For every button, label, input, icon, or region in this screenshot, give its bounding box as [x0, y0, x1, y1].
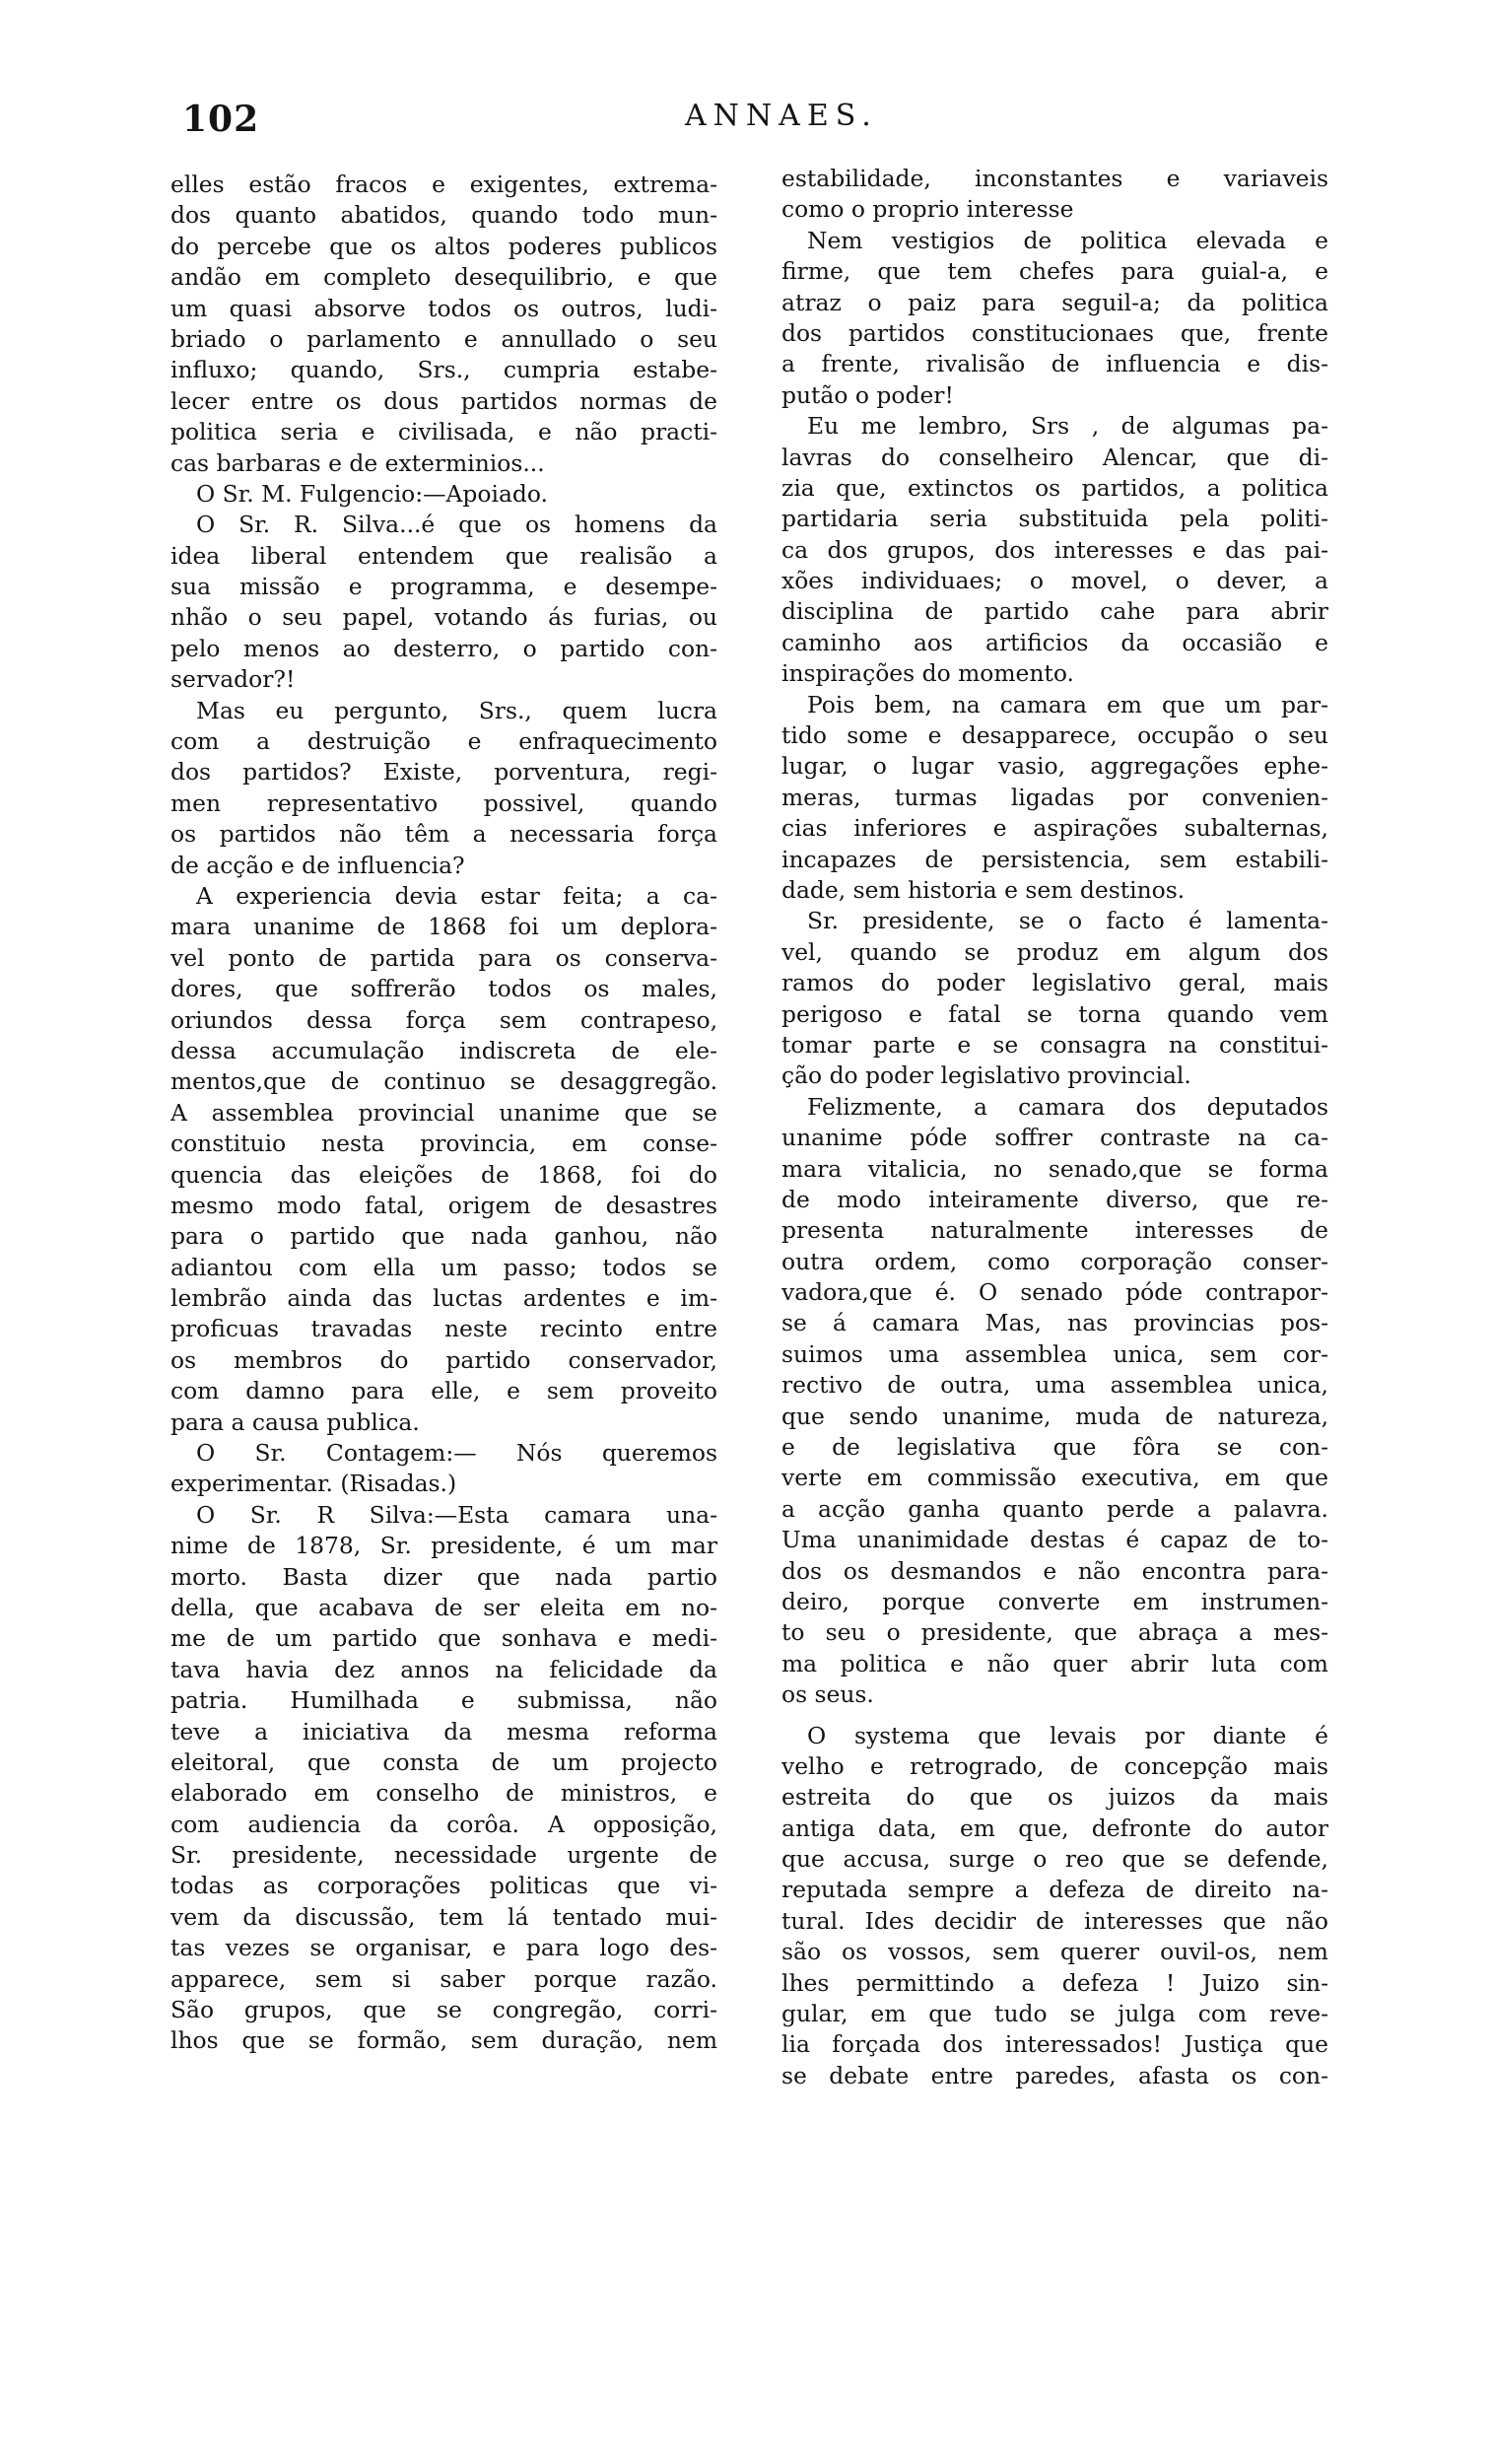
text-line: tava havia dez annos na felicidade da	[170, 1655, 717, 1683]
text-line: unanime póde soffrer contraste na ca-	[781, 1124, 1328, 1152]
text-line: disciplina de partido cahe para abrir	[781, 597, 1328, 626]
text-line: Eu me lembro, Srs , de algumas pa-	[807, 412, 1328, 441]
text-line: zia que, extinctos os partidos, a politica	[781, 473, 1328, 502]
text-line: ca dos grupos, dos interesses e das pai-	[781, 535, 1328, 564]
text-line: São grupos, que se congregão, corri-	[170, 1996, 717, 2024]
text-line: verte em commissão executiva, em que	[781, 1464, 1328, 1492]
text-line: patria. Humilhada e submissa, não	[170, 1686, 717, 1715]
text-line: ção do poder legislativo provincial.	[781, 1061, 1191, 1090]
text-line: para o partido que nada ganhou, não	[170, 1222, 717, 1251]
text-line: nime de 1878, Sr. presidente, é um mar	[170, 1532, 717, 1560]
text-line: ma politica e não quer abrir luta com	[781, 1649, 1328, 1677]
text-line: se á camara Mas, nas provincias pos-	[781, 1309, 1328, 1337]
text-line: de acção e de influencia?	[170, 851, 465, 879]
text-line: suimos uma assemblea unica, sem cor-	[781, 1339, 1328, 1368]
text-line: firme, que tem chefes para guial-a, e	[781, 257, 1328, 286]
text-line: proficuas travadas neste recinto entre	[170, 1315, 717, 1343]
text-line: Nem vestigios de politica elevada e	[807, 226, 1328, 254]
text-line: dade, sem historia e sem destinos.	[781, 875, 1186, 904]
text-line: andão em completo desequilibrio, e que	[170, 263, 717, 292]
text-line: tural. Ides decidir de interesses que não	[781, 1906, 1328, 1935]
text-line: briado o parlamento e annullado o seu	[170, 324, 717, 353]
right-column	[781, 164, 1328, 2091]
text-line: com a destruição e enfraquecimento	[170, 727, 717, 756]
text-line: sua missão e programma, e desempe-	[170, 573, 717, 601]
text-line: que sendo unanime, muda de natureza,	[781, 1402, 1328, 1430]
text-line: lavras do conselheiro Alencar, que di-	[781, 443, 1328, 471]
text-line: Sr. presidente, necessidade urgente de	[170, 1841, 717, 1870]
text-line: inspirações do momento.	[781, 659, 1074, 688]
text-line: dos partidos constitucionaes que, frente	[781, 318, 1328, 347]
text-line: tido some e desapparece, occupão o seu	[781, 721, 1328, 750]
text-line: idea liberal entendem que realisão a	[170, 541, 717, 570]
text-line: para a causa publica.	[170, 1407, 420, 1436]
text-line: que accusa, surge o reo que se defende,	[781, 1845, 1328, 1874]
text-line: com damno para elle, e sem proveito	[170, 1377, 717, 1405]
text-line: reputada sempre a defeza de direito na-	[781, 1876, 1328, 1904]
text-line: A assemblea provincial unanime que se	[170, 1098, 717, 1127]
text-line: a frente, rivalisão de influencia e dis-	[781, 350, 1328, 378]
text-line: dos quanto abatidos, quando todo mun-	[170, 201, 717, 230]
text-line: deiro, porque converte em instrumen-	[781, 1587, 1328, 1615]
text-line: lhos que se formão, sem duração, nem	[170, 2026, 717, 2055]
text-line: adiantou com ella um passo; todos se	[170, 1253, 717, 1281]
text-line: os membros do partido conservador,	[170, 1345, 717, 1374]
text-line: constituio nesta provincia, em conse-	[170, 1129, 717, 1158]
text-line: xões individuaes; o movel, o dever, a	[781, 567, 1328, 595]
text-line: apparece, sem si saber porque razão.	[170, 1964, 717, 1993]
text-line: mara vitalicia, no senado,que se forma	[781, 1154, 1328, 1183]
text-line: della, que acabava de ser eleita em no-	[170, 1593, 717, 1621]
text-line: Uma unanimidade destas é capaz de to-	[781, 1526, 1328, 1554]
text-line: to seu o presidente, que abraça a mes-	[781, 1618, 1328, 1647]
text-line: Mas eu pergunto, Srs., quem lucra	[196, 696, 717, 724]
text-line: com audiencia da corôa. A opposição,	[170, 1810, 717, 1838]
text-line: putão o poder!	[781, 380, 954, 409]
text-line: velho e retrogrado, de concepção mais	[781, 1751, 1328, 1780]
page-number: 102	[182, 99, 260, 140]
text-line: dos os desmandos e não encontra para-	[781, 1556, 1328, 1585]
text-line: outra ordem, como corporação conser-	[781, 1247, 1328, 1275]
text-line: presenta naturalmente interesses de	[781, 1216, 1328, 1245]
text-line: mesmo modo fatal, origem de desastres	[170, 1191, 717, 1219]
text-line: lhes permittindo a defeza ! Juizo sin-	[781, 1968, 1328, 1997]
text-line: Felizmente, a camara dos deputados	[807, 1092, 1328, 1121]
text-line: teve a iniciativa da mesma reforma	[170, 1717, 717, 1745]
text-line: de modo inteiramente diverso, que re-	[781, 1185, 1328, 1213]
text-line: oriundos dessa força sem contrapeso,	[170, 1005, 717, 1034]
text-line: me de um partido que sonhava e medi-	[170, 1624, 717, 1653]
text-line: todas as corporações politicas que vi-	[170, 1872, 717, 1900]
text-line: politica seria e civilisada, e não practi-	[170, 418, 717, 446]
left-column	[170, 170, 717, 2057]
text-line: lugar, o lugar vasio, aggregações ephe-	[781, 752, 1328, 781]
text-line: estreita do que os juizos da mais	[781, 1783, 1328, 1812]
text-line: atraz o paiz para seguil-a; da politica	[781, 288, 1328, 316]
text-line: do percebe que os altos poderes publicos	[170, 232, 717, 260]
text-line: dos partidos? Existe, porventura, regi-	[170, 758, 717, 787]
text-line: um quasi absorve todos os outros, ludi-	[170, 294, 717, 322]
text-line: Sr. presidente, se o facto é lamenta-	[807, 907, 1328, 935]
text-line: O Sr. Contagem:— Nós queremos	[196, 1439, 717, 1468]
text-line: Pois bem, na camara em que um par-	[807, 690, 1328, 719]
page-header	[182, 99, 1316, 148]
text-line: pelo menos ao desterro, o partido con-	[170, 634, 717, 662]
text-line: são os vossos, sem querer ouvil-os, nem	[781, 1938, 1328, 1966]
text-line: elaborado em conselho de ministros, e	[170, 1779, 717, 1808]
text-line: experimentar. (Risadas.)	[170, 1470, 457, 1498]
text-line: se debate entre paredes, afasta os con-	[781, 2061, 1328, 2089]
text-line: incapazes de persistencia, sem estabili-	[781, 845, 1328, 873]
text-line: caminho aos artificios da occasião e	[781, 628, 1328, 656]
text-line: lia forçada dos interessados! Justiça que	[781, 2030, 1328, 2059]
text-line: meras, turmas ligadas por convenien-	[781, 783, 1328, 811]
text-line: tomar parte e se consagra na constitui-	[781, 1030, 1328, 1059]
text-line: vel ponto de partida para os conserva-	[170, 943, 717, 972]
text-line: partidaria seria substituida pela politi-	[781, 505, 1328, 533]
text-line: A experiencia devia estar feita; a ca-	[196, 881, 717, 910]
running-title: ANNAES.	[685, 99, 878, 133]
text-line: a acção ganha quanto perde a palavra.	[781, 1494, 1328, 1523]
text-line: como o proprio interesse	[781, 195, 1074, 224]
text-line: morto. Basta dizer que nada partio	[170, 1562, 717, 1591]
text-line: vel, quando se produz em algum dos	[781, 937, 1328, 966]
text-line: tas vezes se organisar, e para logo des-	[170, 1934, 717, 1962]
text-line: os seus.	[781, 1680, 874, 1709]
text-line: elles estão fracos e exigentes, extrema-	[170, 171, 717, 198]
text-line: mara unanime de 1868 foi um deplora-	[170, 913, 717, 941]
text-line: rectivo de outra, uma assemblea unica,	[781, 1371, 1328, 1400]
text-line: vem da discussão, tem lá tentado mui-	[170, 1902, 717, 1931]
text-line: cias inferiores e aspirações subalternas,	[781, 814, 1328, 843]
text-line: e de legislativa que fôra se con-	[781, 1433, 1328, 1462]
text-line: vadora,que é. O senado póde contrapor-	[781, 1278, 1328, 1307]
text-line: O Sr. M. Fulgencio:—Apoiado.	[196, 479, 548, 508]
text-line: dores, que soffrerão todos os males,	[170, 975, 717, 1003]
text-line: mentos,que de continuo se desaggregão.	[170, 1067, 717, 1096]
text-line: os partidos não têm a necessaria força	[170, 820, 717, 849]
text-line: O Sr. R. Silva...é que os homens da	[196, 511, 717, 539]
text-line: quencia das eleições de 1868, foi do	[170, 1160, 717, 1189]
text-line: O Sr. R Silva:—Esta camara una-	[196, 1500, 717, 1529]
text-line: estabilidade, inconstantes e variaveis	[781, 165, 1328, 192]
text-line: cas barbaras e de exterminios...	[170, 448, 545, 477]
text-line: influxo; quando, Srs., cumpria estabe-	[170, 356, 717, 384]
text-line: antiga data, em que, defronte do autor	[781, 1814, 1328, 1842]
text-line: gular, em que tudo se julga com reve-	[781, 2000, 1328, 2028]
text-line: nhão o seu papel, votando ás furias, ou	[170, 603, 717, 632]
text-line: lecer entre os dous partidos normas de	[170, 386, 717, 415]
text-line: men representativo possivel, quando	[170, 788, 717, 817]
text-line: eleitoral, que consta de um projecto	[170, 1747, 717, 1776]
text-line: perigoso e fatal se torna quando vem	[781, 999, 1328, 1028]
text-line: ramos do poder legislativo geral, mais	[781, 969, 1328, 997]
text-line: dessa accumulação indiscreta de ele-	[170, 1036, 717, 1064]
text-line: servador?!	[170, 665, 296, 694]
text-line: O systema que levais por diante é	[807, 1721, 1328, 1749]
text-line: lembrão ainda das luctas ardentes e im-	[170, 1284, 717, 1313]
